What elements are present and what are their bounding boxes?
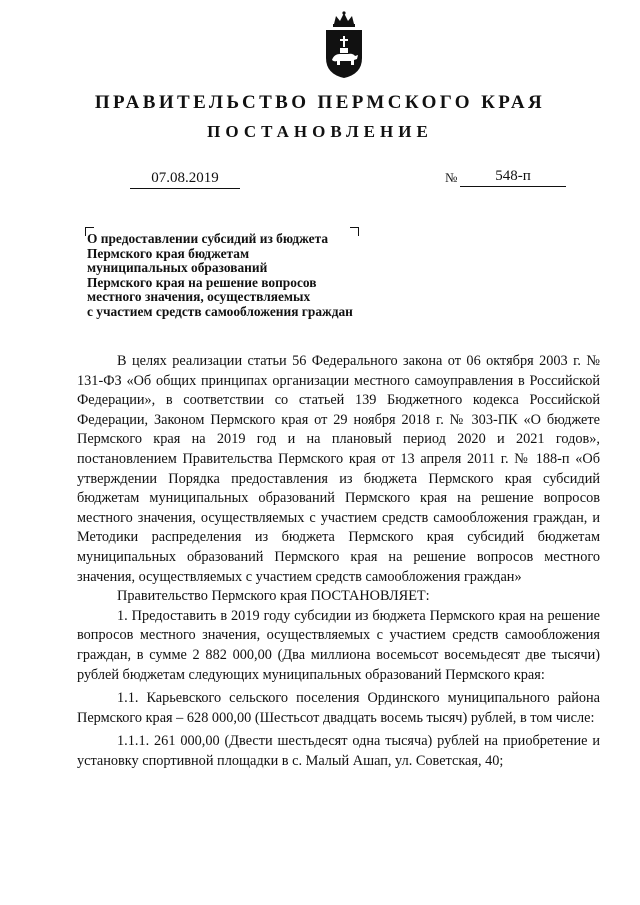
subject-line: Пермского края бюджетам xyxy=(87,245,250,261)
coat-of-arms-icon xyxy=(322,10,366,80)
document-type: ПОСТАНОВЛЕНИЕ xyxy=(207,122,433,141)
clause-1-1: 1.1. Карьевского сельского поселения Ординского муниципального района Пермского края – 628 000,00 (Шестьсот двадцать восемь тысяч) рублей, в том числе: xyxy=(77,690,600,726)
document-subject xyxy=(87,232,417,320)
subject-line: О предоставлении субсидий из бюджета xyxy=(87,231,329,246)
government-title: ПРАВИТЕЛЬСТВО ПЕРМСКОГО КРАЯ xyxy=(94,92,546,113)
clause-1-1-1: 1.1.1. 261 000,00 (Двести шестьдесят одна тысяча) рублей на приобретение и установку спортивной площадки в с. Малый Ашап, ул. Советская, 40; xyxy=(77,733,600,769)
subject-line: Пермского края на решение вопросов xyxy=(87,274,317,290)
document-date: 07.08.2019 xyxy=(130,168,240,189)
document-number: 548-п xyxy=(460,166,566,187)
document-body xyxy=(77,352,600,771)
resolution-paragraph: Правительство Пермского края ПОСТАНОВЛЯЕТ: xyxy=(117,588,430,605)
subject-line: с участием средств самообложения граждан xyxy=(87,303,353,319)
subject-line: муниципальных образований xyxy=(87,260,268,276)
number-sign: № xyxy=(445,170,458,185)
preamble-paragraph: В целях реализации статьи 56 Федерального закона от 06 октября 2003 г. № 131-ФЗ «Об общих принципах организации местного самоуправления в Российской Федерации», в соответствии со статьей 139 Бюджетного кодекса Российской Федерации, Законом Пермского края от 29 ноября 2018 г. № 303-ПК «О бюджете Пермского края на 2019 год и на плановый период 2020 и 2021 годов», постановлением Правительства Пермского края от 13 апреля 2011 г. № 188-п «Об утверждении Порядка предоставления из бюджета Пермского края субсидий бюджетам муниципальных образований Пермского края на решение вопросов местного значения, осуществляемых с участием средств самообложения граждан, и Методики распределения из бюджета Пермского края субсидий бюджетам муниципальных образований Пермского края на решение вопросов местного значения, осуществляемых с участием средств самообложения граждан» xyxy=(77,353,600,585)
subject-line: местного значения, осуществляемых xyxy=(87,289,311,305)
clause-1: 1. Предоставить в 2019 году субсидии из бюджета Пермского края на решение вопросов местного значения, осуществляемых с участием средств самообложения граждан, в сумме 2 882 000,00 (Два миллиона восемьсот восемьдесят две тысячи) рублей бюджетам следующих муниципальных образований Пермского края: xyxy=(77,607,600,683)
